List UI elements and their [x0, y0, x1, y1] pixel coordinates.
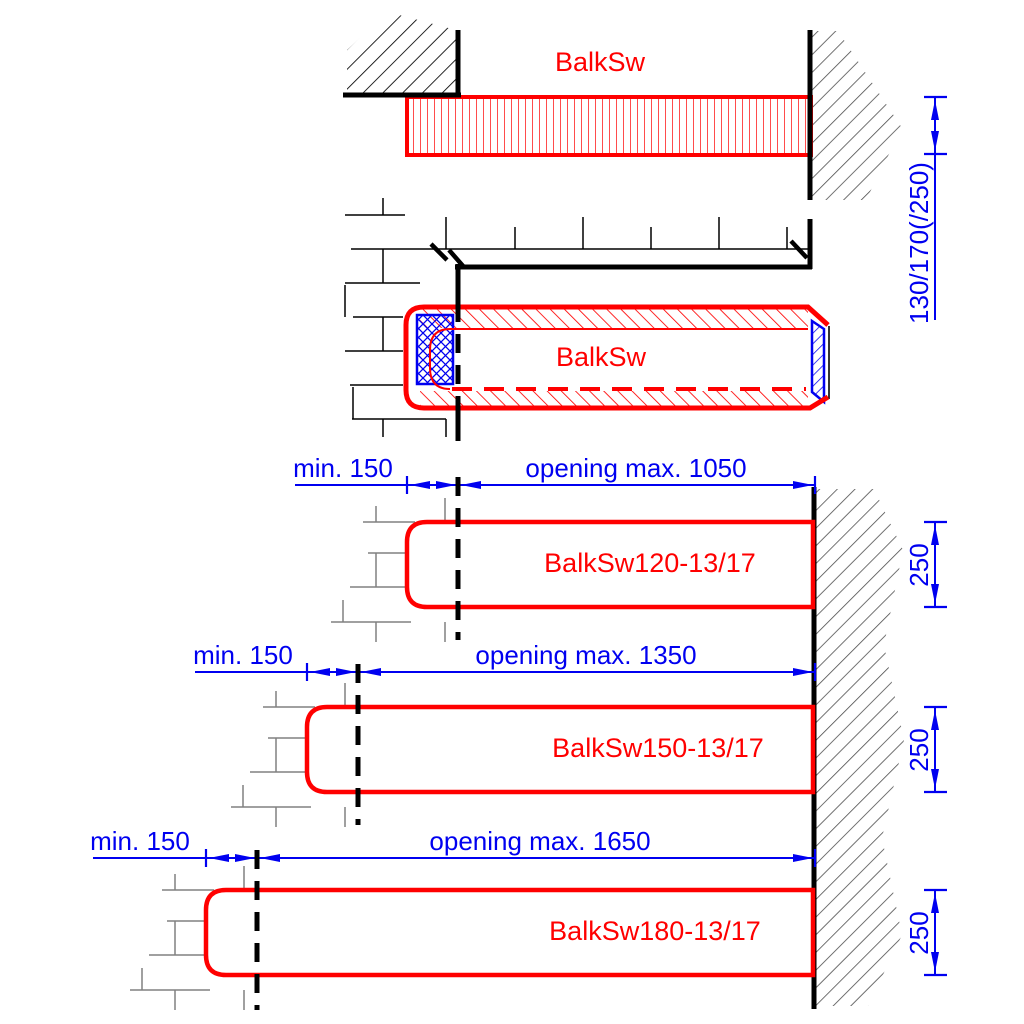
- opening-dimension-text: opening max. 1350: [475, 640, 697, 670]
- beam-label: BalkSw120-13/17: [544, 548, 756, 578]
- bearing-pad-right: [812, 321, 824, 402]
- opening-dimension-text: opening max. 1050: [525, 453, 747, 483]
- bearing-dimension-text: min. 150: [90, 826, 190, 856]
- break-marks: [431, 241, 807, 266]
- left-wall-hatch: [347, 12, 456, 93]
- beam-label-plan: BalkSw: [555, 342, 647, 372]
- depth-dimension: [904, 707, 947, 792]
- beam-top-flange-hatch: [420, 309, 808, 328]
- plan-view: [345, 198, 829, 441]
- support-wall-hatch: [816, 489, 904, 1006]
- opening-dimension-text: opening max. 1650: [429, 826, 651, 856]
- depth-dimension-text: 250: [904, 728, 934, 772]
- depth-dimension: [904, 890, 947, 975]
- beam-label: BalkSw150-13/17: [552, 733, 764, 763]
- beam-label: BalkSw180-13/17: [549, 916, 761, 946]
- beam-label-section: BalkSw: [554, 47, 646, 77]
- bearing-dimension-text: min. 150: [293, 453, 393, 483]
- right-wall-hatch: [812, 31, 902, 200]
- bearing-pad-left: [417, 315, 453, 384]
- support-wall: [814, 487, 904, 1009]
- height-dimension: [904, 97, 947, 324]
- depth-dimension: [904, 522, 947, 607]
- beam-section: [407, 97, 811, 155]
- height-dimension-text: 130/170(/250): [904, 162, 934, 324]
- beam-bottom-flange-hatch: [420, 391, 808, 406]
- top-section-view: [343, 12, 947, 324]
- bearing-dimension-text: min. 150: [193, 640, 293, 670]
- depth-dimension-text: 250: [904, 543, 934, 587]
- depth-dimension-text: 250: [904, 911, 934, 955]
